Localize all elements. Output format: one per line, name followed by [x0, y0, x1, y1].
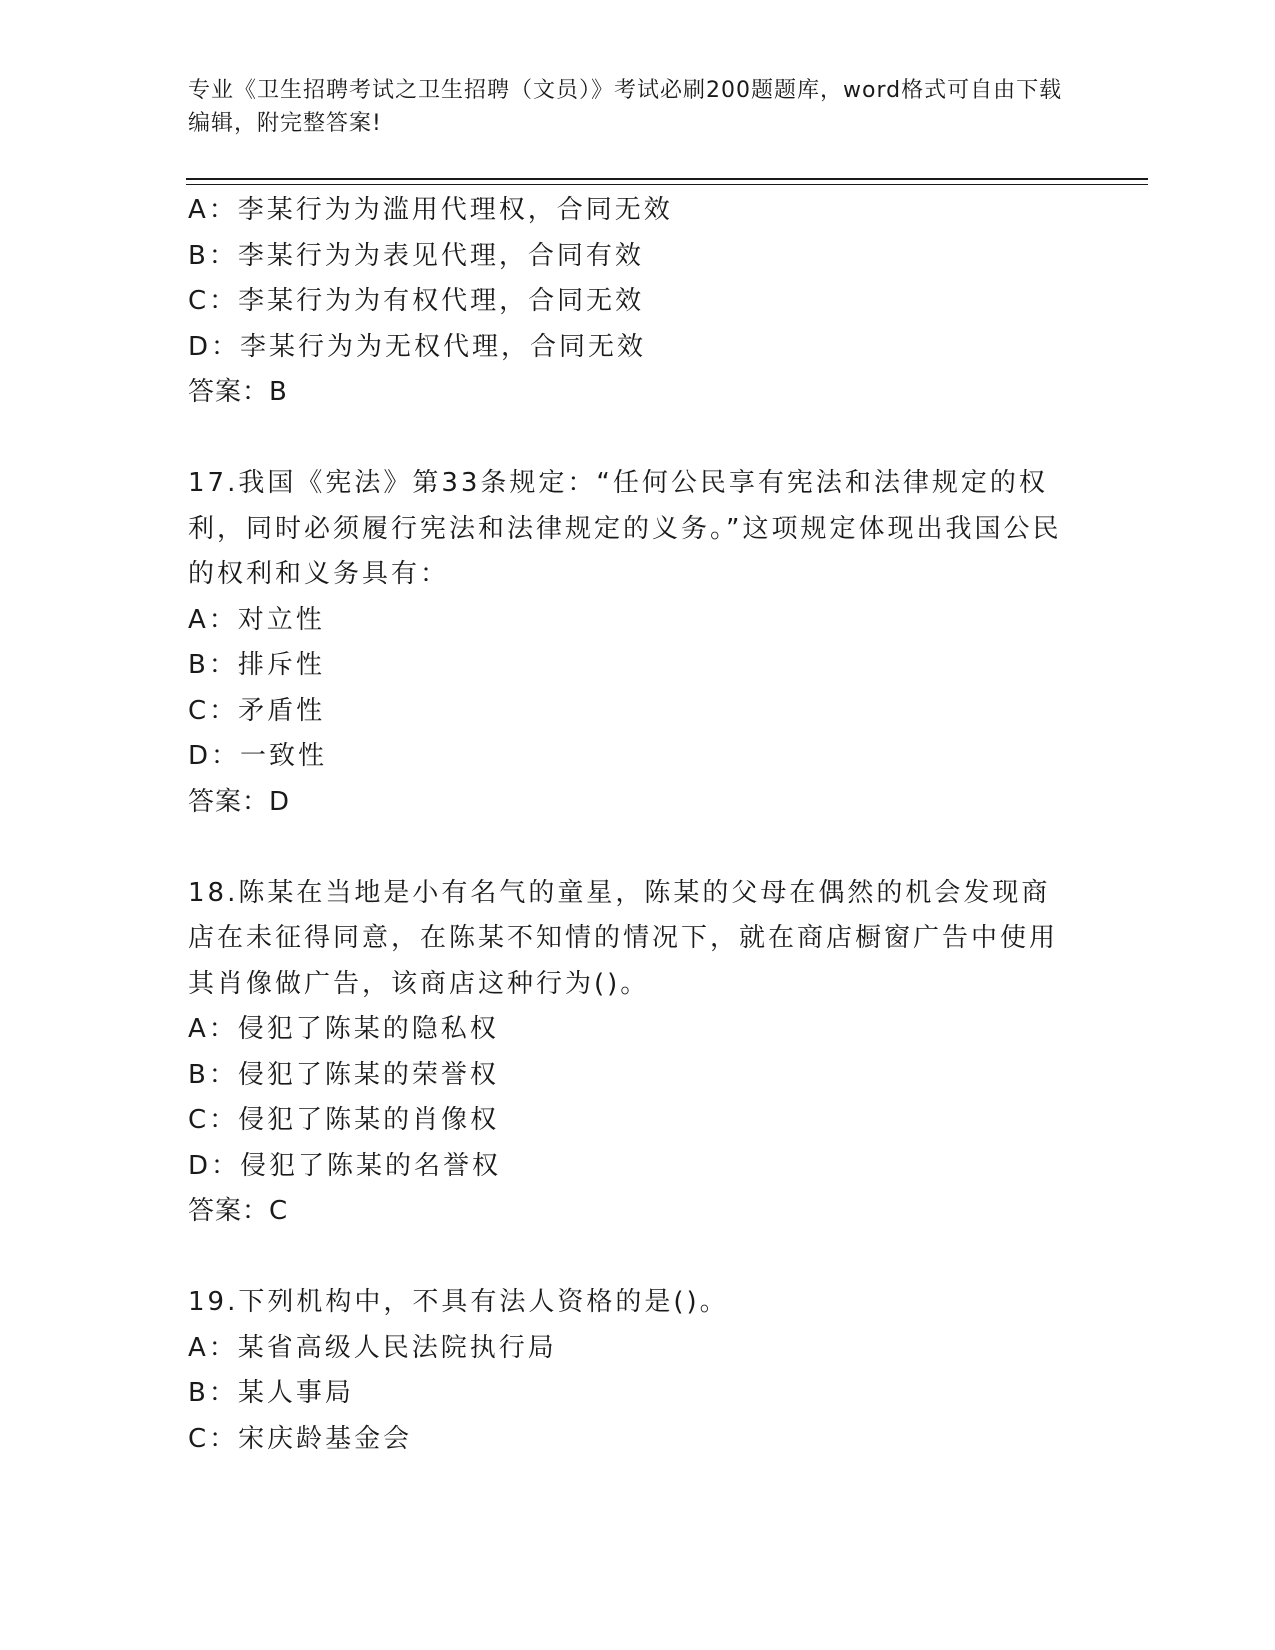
- question-stem: 17.我国《宪法》第33条规定：“任何公民享有宪法和法律规定的权利，同时必须履行宪法和法律规定的义务。”这项规定体现出我国公民的权利和义务具有：: [188, 468, 1062, 589]
- option-a: A：李某行为为滥用代理权，合同无效: [188, 195, 673, 225]
- option-a: A：侵犯了陈某的隐私权: [188, 1014, 499, 1044]
- spacer: [188, 1235, 1088, 1281]
- question-18: [188, 871, 1088, 1235]
- header-divider-thick: [186, 178, 1148, 180]
- answer: 答案：D: [188, 786, 291, 817]
- question-17: [188, 461, 1088, 825]
- answer: 答案：C: [188, 1196, 289, 1226]
- option-c: C：侵犯了陈某的肖像权: [188, 1105, 500, 1135]
- option-b: B：某人事局: [188, 1378, 354, 1408]
- option-c: C：李某行为为有权代理，合同无效: [188, 286, 645, 316]
- option-a: A：对立性: [188, 604, 325, 635]
- option-d: D：一致性: [188, 741, 328, 771]
- spacer: [188, 416, 1088, 462]
- question-19: [188, 1280, 1088, 1462]
- option-c: C：矛盾性: [188, 695, 326, 726]
- option-d: D：侵犯了陈某的名誉权: [188, 1150, 502, 1181]
- question-stem: 18.陈某在当地是小有名气的童星，陈某的父母在偶然的机会发现商店在未征得同意，在陈某不知情的情况下，就在商店橱窗广告中使用其肖像做广告，该商店这种行为()。: [188, 877, 1059, 999]
- question-16: [188, 188, 1088, 416]
- option-b: B：李某行为为表见代理，合同有效: [188, 240, 644, 271]
- header-divider-thin: [186, 184, 1148, 185]
- option-b: B：排斥性: [188, 650, 325, 680]
- document-header: 专业《卫生招聘考试之卫生招聘（文员）》考试必刷200题题库，word格式可自由下载编辑，附完整答案!: [188, 78, 1063, 136]
- question-stem: 19.下列机构中，不具有法人资格的是()。: [188, 1287, 729, 1317]
- spacer: [188, 825, 1088, 871]
- option-c: C：宋庆龄基金会: [188, 1423, 413, 1454]
- option-b: B：侵犯了陈某的荣誉权: [188, 1059, 499, 1090]
- answer: 答案：B: [188, 377, 288, 407]
- question-content: [188, 188, 1088, 1462]
- option-a: A：某省高级人民法院执行局: [188, 1332, 557, 1363]
- option-d: D：李某行为为无权代理，合同无效: [188, 331, 647, 362]
